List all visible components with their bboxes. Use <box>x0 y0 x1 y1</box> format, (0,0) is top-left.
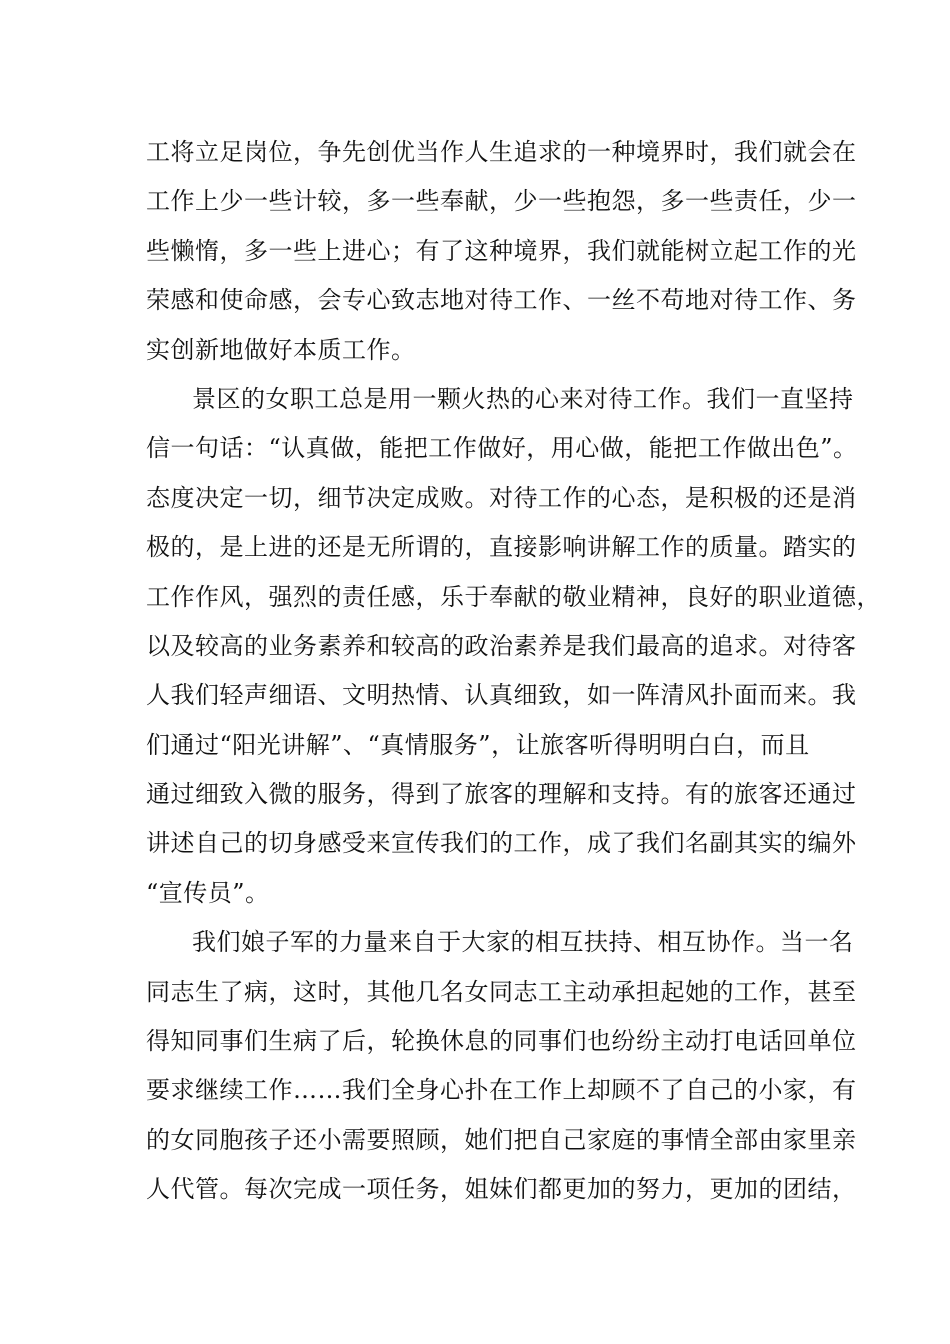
text-line: 人代管。每次完成一项任务，姐妹们都更加的努力，更加的团结， <box>146 1175 857 1204</box>
text-line: 讲述自己的切身感受来宣传我们的工作，成了我们名副其实的编外 <box>146 829 857 858</box>
text-line: 的女同胞孩子还小需要照顾，她们把自己家庭的事情全部由家里亲 <box>146 1125 857 1154</box>
text-line: 些懒惰，多一些上进心；有了这种境界，我们就能树立起工作的光 <box>146 236 857 265</box>
text-line: 以及较高的业务素养和较高的政治素养是我们最高的追求。对待客 <box>146 631 857 660</box>
text-line: 工将立足岗位，争先创优当作人生追求的一种境界时，我们就会在 <box>146 138 857 166</box>
text-line: 通过细致入微的服务，得到了旅客的理解和支持。有的旅客还通过 <box>146 780 857 809</box>
text-line: 荣感和使命感，会专心致志地对待工作、一丝不苟地对待工作、务 <box>146 286 857 315</box>
text-line: 人我们轻声细语、文明热情、认真细致，如一阵清风扑面而来。我 <box>146 681 857 710</box>
text-line: 极的，是上进的还是无所谓的，直接影响讲解工作的质量。踏实的 <box>146 533 857 562</box>
text-line: 们通过“阳光讲解”、“真情服务”，让旅客听得明明白白，而且 <box>146 730 810 759</box>
text-line-indented: 我们娘子军的力量来自于大家的相互扶持、相互协作。当一名 <box>192 928 854 957</box>
text-line-indented: 景区的女职工总是用一颗火热的心来对待工作。我们一直坚持 <box>192 384 854 413</box>
text-line: 得知同事们生病了后，轮换休息的同事们也纷纷主动打电话回单位 <box>146 1027 857 1056</box>
text-line: 信一句话：“认真做，能把工作做好，用心做，能把工作做出色”。 <box>146 434 858 463</box>
text-line: “宣传员”。 <box>146 878 270 907</box>
text-line: 实创新地做好本质工作。 <box>146 335 416 364</box>
paragraph-2 <box>146 375 881 918</box>
text-line: 工作作风，强烈的责任感，乐于奉献的敬业精神，良好的职业道德， <box>146 582 881 611</box>
text-line: 工作上少一些计较，多一些奉献，少一些抱怨，多一些责任，少一 <box>146 187 857 216</box>
text-line: 同志生了病，这时，其他几名女同志工主动承担起她的工作，甚至 <box>146 977 857 1006</box>
text-line: 要求继续工作……我们全身心扑在工作上却顾不了自己的小家，有 <box>146 1076 857 1105</box>
text-line: 态度决定一切，细节决定成败。对待工作的心态，是积极的还是消 <box>146 483 857 512</box>
paragraph-3 <box>146 918 857 1214</box>
document-body <box>146 128 881 1215</box>
paragraph-1 <box>146 128 857 375</box>
